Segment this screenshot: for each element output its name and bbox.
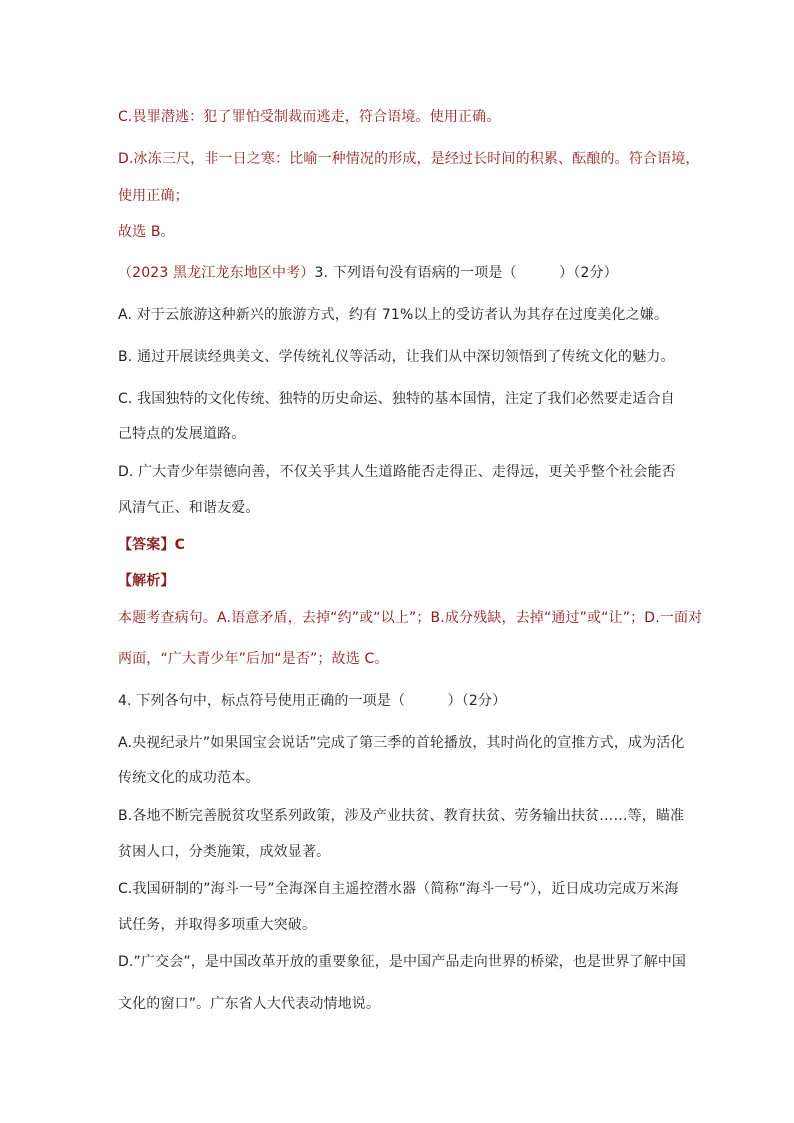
- question3-option-c-line2: 己特点的发展道路。: [118, 426, 246, 442]
- question3-header: [118, 263, 688, 283]
- question3-analysis-line2: 两面，“广大青少年”后加“是否”；故选 C。: [118, 651, 389, 667]
- question4-option-c-line2: 试任务，并取得多项重大突破。: [118, 917, 317, 933]
- prev-analysis-option-c: C.畏罪潜逃：犯了罪怕受制裁而逃走，符合语境。使用正确。: [118, 109, 501, 125]
- question3-analysis-line1: 本题考查病句。A.语意矛盾，去掉“约”或“以上”；B.成分残缺，去掉“通过”或“让”；D.一面对: [118, 610, 703, 626]
- question3-stem: 3. 下列语句没有语病的一项是（ ）（2分）: [314, 265, 618, 281]
- question4-option-c-line1: C.我国研制的”海斗一号”全海深自主遥控潜水器（简称”海斗一号”），近日成功完成万米海: [118, 881, 679, 897]
- question3-option-d-line2: 风清气正、和谐友爱。: [118, 500, 260, 516]
- question4-option-a-line2: 传统文化的成功范本。: [118, 770, 260, 786]
- question3-answer: 【答案】C: [118, 537, 186, 553]
- question3-option-a: A. 对于云旅游这种新兴的旅游方式，约有 71%以上的受访者认为其存在过度美化之嫌。: [118, 307, 669, 323]
- question4-option-b-line2: 贫困人口，分类施策，成效显著。: [118, 844, 331, 860]
- question4-option-a-line1: A.央视纪录片”如果国宝会说话”完成了第三季的首轮播放，其时尚化的宣推方式，成为活化: [118, 735, 685, 751]
- question3-option-d-line1: D. 广大青少年崇德向善，不仅关乎其人生道路能否走得正、走得远，更关乎整个社会能否: [118, 464, 676, 480]
- question4-option-d-line2: 文化的窗口”。广东省人大代表动情地说。: [118, 996, 381, 1012]
- question3-analysis-heading: 【解析】: [118, 573, 175, 589]
- prev-analysis-conclusion: 故选 B。: [118, 224, 175, 240]
- question3-source: （2023 黑龙江龙东地区中考）: [118, 265, 315, 281]
- question3-option-b: B. 通过开展读经典美文、学传统礼仪等活动，让我们从中深切领悟到了传统文化的魅力。: [118, 349, 675, 365]
- question4-option-d-line1: D.”广交会”，是中国改革开放的重要象征，是中国产品走向世界的桥梁，也是世界了解中国: [118, 954, 687, 970]
- question4-option-b-line1: B.各地不断完善脱贫攻坚系列政策，涉及产业扶贫、教育扶贫、劳务输出扶贫……等，瞄准: [118, 808, 685, 824]
- question4-stem: 4. 下列各句中，标点符号使用正确的一项是（ ）（2分）: [118, 693, 507, 709]
- prev-analysis-option-d-line1: D.冰冻三尺，非一日之寒：比喻一种情况的形成，是经过长时间的积累、酝酿的。符合语境，: [118, 151, 700, 167]
- prev-analysis-option-d-line2: 使用正确；: [118, 188, 189, 204]
- question3-option-c-line1: C. 我国独特的文化传统、独特的历史命运、独特的基本国情，注定了我们必然要走适合自: [118, 391, 675, 407]
